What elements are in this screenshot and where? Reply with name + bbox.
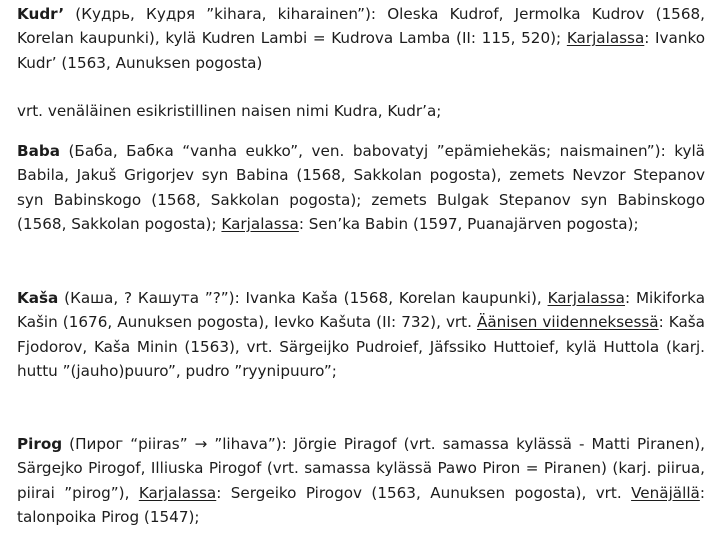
entry-text: : Kaša Fjodorov, Kaša Minin (1563), vrt. Särgeijko Pudroief, Jäfssiko Huttoief, kylä Huttola (karj. huttu ”(jauho)puuro”, pudro ”ryynipuuro”; — [17, 313, 705, 380]
entry-headword: Kudr’ — [17, 5, 65, 23]
underlined-place-name: Venäjällä — [631, 483, 700, 502]
entry-kasa — [17, 286, 705, 383]
entry-headword: Kaša — [17, 289, 59, 307]
entry-text: (Баба, Бабка “vanha eukko”, ven. babovatyj ”epämiehekäs; naismainen”): kylä Babila, Jakuš Grigorjev syn Babina (1568, Sakkolan pogosta), zemets Nevzor Stepanov syn Babinskogo (1568, Sakkolan pogosta); zemets Bulgak Stepanov syn Babinskogo (1568, Sakkolan pogosta); — [17, 142, 705, 233]
entry-headword: Pirog — [17, 435, 63, 453]
entry-text: (Каша, ? Кашута ”?”): Ivanka Kaša (1568, Korelan kaupunki), — [58, 289, 548, 307]
entry-text: vrt. venäläinen esikristillinen naisen nimi Kudra, Kudr’a; — [17, 102, 442, 120]
entry-text: : Sen’ka Babin (1597, Puanajärven pogosta); — [298, 214, 639, 233]
entry-text: (Пирог “piiras” → ”lihava”): Jörgie Piragof (vrt. samassa kylässä - Matti Piranen), Särgejko Pirogof, Illiuska Pirogof (vrt. samassa kylässä Pawo Piron = Piranen) (karj. piirua, piirai ”pirog”), — [17, 435, 705, 502]
underlined-place-name: Äänisen viidenneksessä — [476, 313, 659, 332]
entry-text: (Кудрь, Кудря ”kihara, kiharainen”): Oleska Kudrof, Jermolka Kudrov (1568, Korelan kaupunki), kylä Kudren Lambi = Kudrova Lamba (II: 115, 520); — [17, 5, 705, 48]
entry-text: : Sergeiko Pirogov (1563, Aunuksen pogosta), vrt. — [216, 483, 632, 502]
entry-text: : Mikiforka Kašin (1676, Aunuksen pogosta), Ievko Kašuta (II: 732), vrt. — [17, 289, 706, 332]
entry-headword: Baba — [17, 142, 60, 160]
entry-text: : Ivanko Kudr’ (1563, Aunuksen pogosta) — [17, 29, 706, 72]
underlined-place-name: Karjalassa — [547, 289, 625, 307]
entry-kudr — [17, 2, 705, 75]
underlined-place-name: Karjalassa — [138, 483, 217, 502]
entry-baba — [17, 139, 705, 236]
underlined-place-name: Karjalassa — [221, 214, 299, 233]
entry-kudr-note — [17, 99, 705, 123]
entry-pirog — [17, 432, 705, 529]
underlined-place-name: Karjalassa — [566, 29, 645, 48]
entry-text: : talonpoika Pirog (1547); — [17, 483, 705, 526]
